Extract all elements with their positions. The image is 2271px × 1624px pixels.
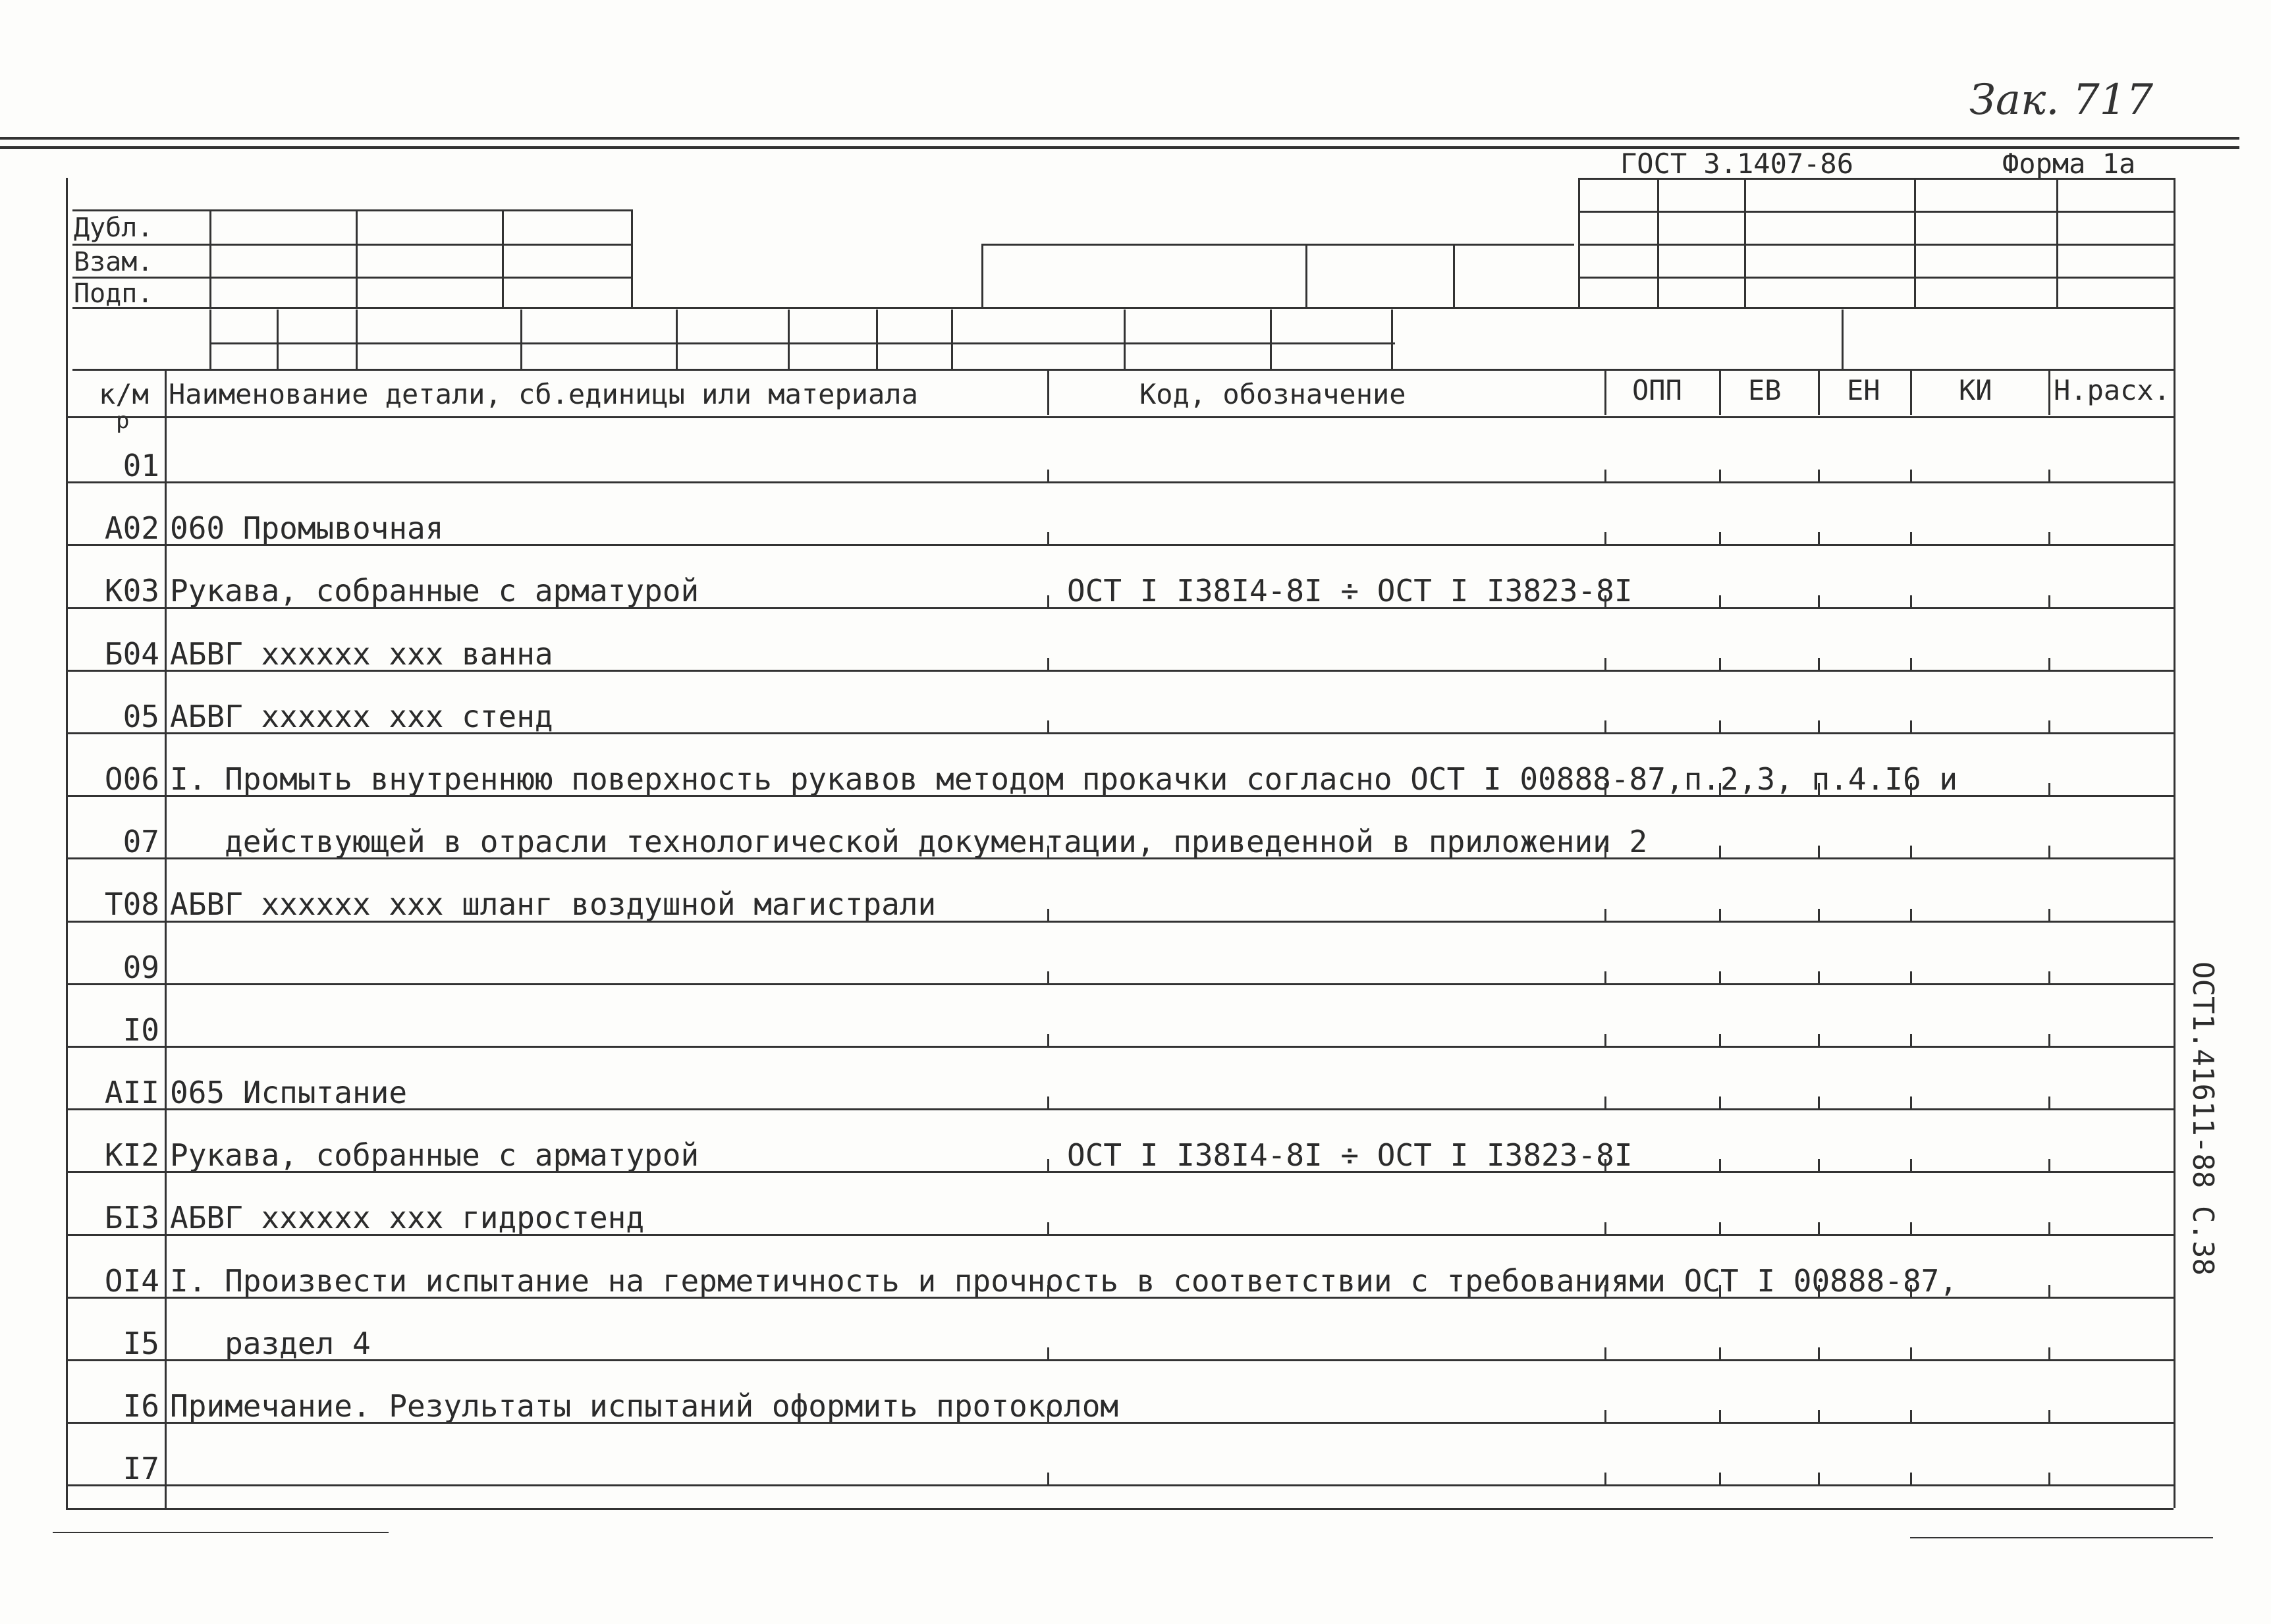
column-tick [1818,470,1820,481]
column-tick [2048,720,2050,732]
column-tick [2048,1473,2050,1484]
col-header-ki: КИ [1959,374,1992,406]
stamp-row-2-divider [951,310,953,369]
row-divider [66,1171,2174,1173]
stamp-row-2-divider [876,310,878,369]
side-document-label: ОСТ1.41611-88 С.38 [2186,961,2220,1276]
col-divider-num [165,369,167,1508]
stamp-line [72,277,632,279]
column-tick [1604,720,1606,732]
column-tick [1910,971,1912,983]
column-tick [1047,658,1049,670]
mid-stamp-divider [981,244,983,307]
column-tick [1818,532,1820,544]
column-tick [1910,532,1912,544]
row-name: Рукава, собранные с арматурой [170,1137,699,1174]
column-tick [1719,720,1721,732]
column-tick [1604,1473,1606,1484]
row-name: 065 Испытание [170,1075,408,1110]
column-tick [2048,658,2050,670]
column-tick [1604,532,1606,544]
column-tick [1604,1222,1606,1234]
col-header-ev: ЕВ [1748,374,1782,406]
row-number: А02 [104,510,159,547]
column-tick [2048,909,2050,921]
column-tick [1604,470,1606,481]
column-tick [1910,1473,1912,1484]
column-tick [1604,1347,1606,1359]
stamp-divider [631,209,633,307]
frame-right [2174,178,2175,1508]
column-tick [2048,470,2050,481]
row-divider [66,1108,2174,1110]
column-tick [1719,1096,1721,1108]
stamp-row-2-divider [1124,310,1126,369]
column-tick [1719,1159,1721,1171]
stamp-row-2-divider [209,310,211,369]
stamp-divider [356,209,358,307]
stamp-row-2-divider [520,310,522,369]
col-divider-ev [1719,369,1721,415]
row-number: 01 [123,448,159,483]
row-number: КI2 [104,1137,159,1174]
stamp-row-2-divider [788,310,790,369]
column-tick [1047,1347,1049,1359]
row-divider [66,607,2174,609]
row-divider [66,1422,2174,1424]
column-tick [1818,1473,1820,1484]
column-tick [1604,658,1606,670]
row-name: АБВГ хххххх ххх шланг воздушной магистрали [170,886,937,923]
column-tick [2048,1159,2050,1171]
column-tick [2048,595,2050,607]
column-tick [1910,1285,1912,1297]
column-tick [1910,658,1912,670]
stamp-row-2-divider [676,310,678,369]
stamp-top [72,209,632,211]
col-header-nrash: Н.расх. [2054,374,2171,406]
row-number: К03 [104,573,159,609]
column-tick [1047,1410,1049,1422]
frame-bottom [66,1508,2174,1510]
column-tick [1719,532,1721,544]
row-divider [66,1234,2174,1236]
row-name: Примечание. Результаты испытаний оформить протоколом [170,1388,1119,1424]
column-tick [2048,1410,2050,1422]
frame-left [66,178,68,1508]
column-tick [1818,909,1820,921]
column-tick [1719,1222,1721,1234]
column-tick [1910,846,1912,857]
row-number: 05 [123,698,159,734]
row-number: ОI4 [104,1262,159,1299]
stamp-label-podp: Подп. [74,279,153,309]
right-stamp-line [1578,211,2174,213]
row-divider [66,857,2174,859]
column-tick [1604,1034,1606,1046]
right-stamp-divider [2056,178,2058,307]
col-header-name: Наименование детали, сб.единицы или материала [169,378,918,410]
row-code: ОСТ I I38I4-8I ÷ ОСТ I I3823-8I [1067,1137,1633,1174]
header-bottom [66,416,2174,418]
col-divider-en [1818,369,1820,415]
column-tick [1604,909,1606,921]
column-tick [1818,846,1820,857]
column-tick [1910,1096,1912,1108]
right-stamp-divider [1657,178,1659,307]
mid-stamp-divider [1453,244,1455,307]
row-divider [66,1359,2174,1361]
col-header-opp: ОПП [1632,374,1682,406]
row-name: АБВГ хххххх ххх гидростенд [170,1200,645,1236]
row-name: I. Промыть внутреннюю поверхность рукавов методом прокачки согласно ОСТ I 00888-87,п.2,3, п.4.I6 и [170,761,1958,797]
row-number: I7 [123,1451,159,1487]
right-stamp-divider [1578,178,1580,307]
row-name: АБВГ хххххх ххх ванна [170,636,553,672]
column-tick [2048,1347,2050,1359]
row-number: Т08 [104,886,159,923]
column-tick [1604,846,1606,857]
column-tick [1047,532,1049,544]
column-tick [2048,1222,2050,1234]
col-divider-nrash [2048,369,2050,415]
column-tick [1818,1159,1820,1171]
column-tick [1719,1473,1721,1484]
right-stamp-line [1578,277,2174,279]
column-tick [1818,1096,1820,1108]
right-stamp-line [1578,244,2174,246]
column-tick [1910,720,1912,732]
column-tick [1719,1410,1721,1422]
column-tick [1818,720,1820,732]
column-tick [2048,1034,2050,1046]
right-stamp-top [1578,178,2174,180]
column-tick [1818,1222,1820,1234]
column-tick [1910,595,1912,607]
column-tick [2048,971,2050,983]
column-tick [1818,1034,1820,1046]
column-tick [1719,1034,1721,1046]
column-tick [1818,1410,1820,1422]
column-tick [1047,470,1049,481]
stamp-line [72,244,632,246]
column-tick [1910,1347,1912,1359]
row-number: БI3 [104,1200,159,1236]
row-name: I. Произвести испытание на герметичность и прочность в соответствии с требованиями ОСТ I 00888-87, [170,1262,1958,1299]
row-divider [66,921,2174,923]
bottom-rule-right [1910,1537,2213,1538]
form-label: Форма 1а [2002,148,2136,180]
row-name: раздел 4 [170,1325,371,1361]
column-tick [1604,1285,1606,1297]
column-tick [2048,1285,2050,1297]
top-rule [0,137,2239,140]
col-divider-opp [1604,369,1606,415]
col-divider-code [1047,369,1049,415]
stamp-bottom [72,307,2174,309]
row-name: 060 Промывочная [170,510,444,547]
right-stamp-divider [1744,178,1746,307]
column-tick [2048,1096,2050,1108]
stamp-row-2-divider [1842,310,1844,369]
col-header-km: к/м [99,378,149,410]
bottom-rule-left [53,1532,389,1533]
row-code: ОСТ I I38I4-8I ÷ ОСТ I I3823-8I [1067,573,1633,609]
mid-stamp-top [981,244,1574,246]
column-tick [1910,1222,1912,1234]
column-tick [1818,1347,1820,1359]
column-tick [1818,783,1820,795]
column-tick [1604,1096,1606,1108]
column-tick [1910,909,1912,921]
mid-stamp-divider [1305,244,1307,307]
row-number: I0 [123,1012,159,1048]
column-tick [1719,1285,1721,1297]
stamp-row-2-bottom [72,369,2174,371]
row-divider [66,1484,2174,1486]
column-tick [1719,909,1721,921]
column-tick [1047,1159,1049,1171]
column-tick [1910,1034,1912,1046]
row-divider [66,544,2174,546]
column-tick [1047,1285,1049,1297]
row-name: действующей в отрасли технологической документации, приведенной в приложении 2 [170,824,1648,860]
row-divider [66,983,2174,985]
column-tick [1047,783,1049,795]
top-rule-2 [0,146,2239,149]
standard-number: ГОСТ 3.1407-86 [1620,148,1854,180]
stamp-row-2-divider [1270,310,1272,369]
column-tick [1047,1473,1049,1484]
row-number: 07 [123,824,159,860]
column-tick [1047,971,1049,983]
stamp-row-2-divider [277,310,279,369]
right-stamp-divider [1914,178,1916,307]
column-tick [1818,595,1820,607]
column-tick [1604,971,1606,983]
row-number: 09 [123,949,159,985]
column-tick [1047,1222,1049,1234]
stamp-row-2-divider [1391,310,1393,369]
column-tick [1047,1034,1049,1046]
row-divider [66,481,2174,483]
stamp-row-2-mid [209,342,1395,344]
column-tick [1719,658,1721,670]
column-tick [1818,1285,1820,1297]
column-tick [1604,1159,1606,1171]
stamp-divider [502,209,504,307]
row-divider [66,1046,2174,1048]
column-tick [1604,595,1606,607]
row-number: О06 [104,761,159,797]
row-divider [66,670,2174,672]
row-number: АII [104,1075,159,1110]
row-number: Б04 [104,636,159,672]
stamp-row-2-divider [356,310,358,369]
column-tick [1719,846,1721,857]
column-tick [1047,720,1049,732]
column-tick [1818,658,1820,670]
col-header-en: ЕН [1847,374,1880,406]
row-name: Рукава, собранные с арматурой [170,573,699,609]
row-number: I5 [123,1325,159,1361]
row-name: АБВГ хххххх ххх стенд [170,698,553,734]
column-tick [1910,783,1912,795]
column-tick [1604,1410,1606,1422]
column-tick [1047,1096,1049,1108]
row-divider [66,732,2174,734]
column-tick [2048,846,2050,857]
column-tick [1719,783,1721,795]
column-tick [1719,595,1721,607]
column-tick [1910,1159,1912,1171]
col-divider-ki [1910,369,1912,415]
col-header-r: р [116,408,130,434]
column-tick [1047,909,1049,921]
stamp-label-vzam: Взам. [74,247,153,277]
column-tick [1719,1347,1721,1359]
column-tick [1719,971,1721,983]
column-tick [1604,783,1606,795]
column-tick [2048,783,2050,795]
col-header-code: Код, обозначение [1139,378,1406,410]
column-tick [1910,470,1912,481]
column-tick [1910,1410,1912,1422]
row-divider [66,1297,2174,1299]
column-tick [2048,532,2050,544]
column-tick [1047,846,1049,857]
stamp-divider [209,209,211,307]
row-divider [66,795,2174,797]
row-number: I6 [123,1388,159,1424]
column-tick [1719,470,1721,481]
stamp-label-dubl: Дубл. [74,213,153,243]
column-tick [1047,595,1049,607]
handwritten-order-number: Зак. 717 [1969,76,2154,124]
column-tick [1818,971,1820,983]
